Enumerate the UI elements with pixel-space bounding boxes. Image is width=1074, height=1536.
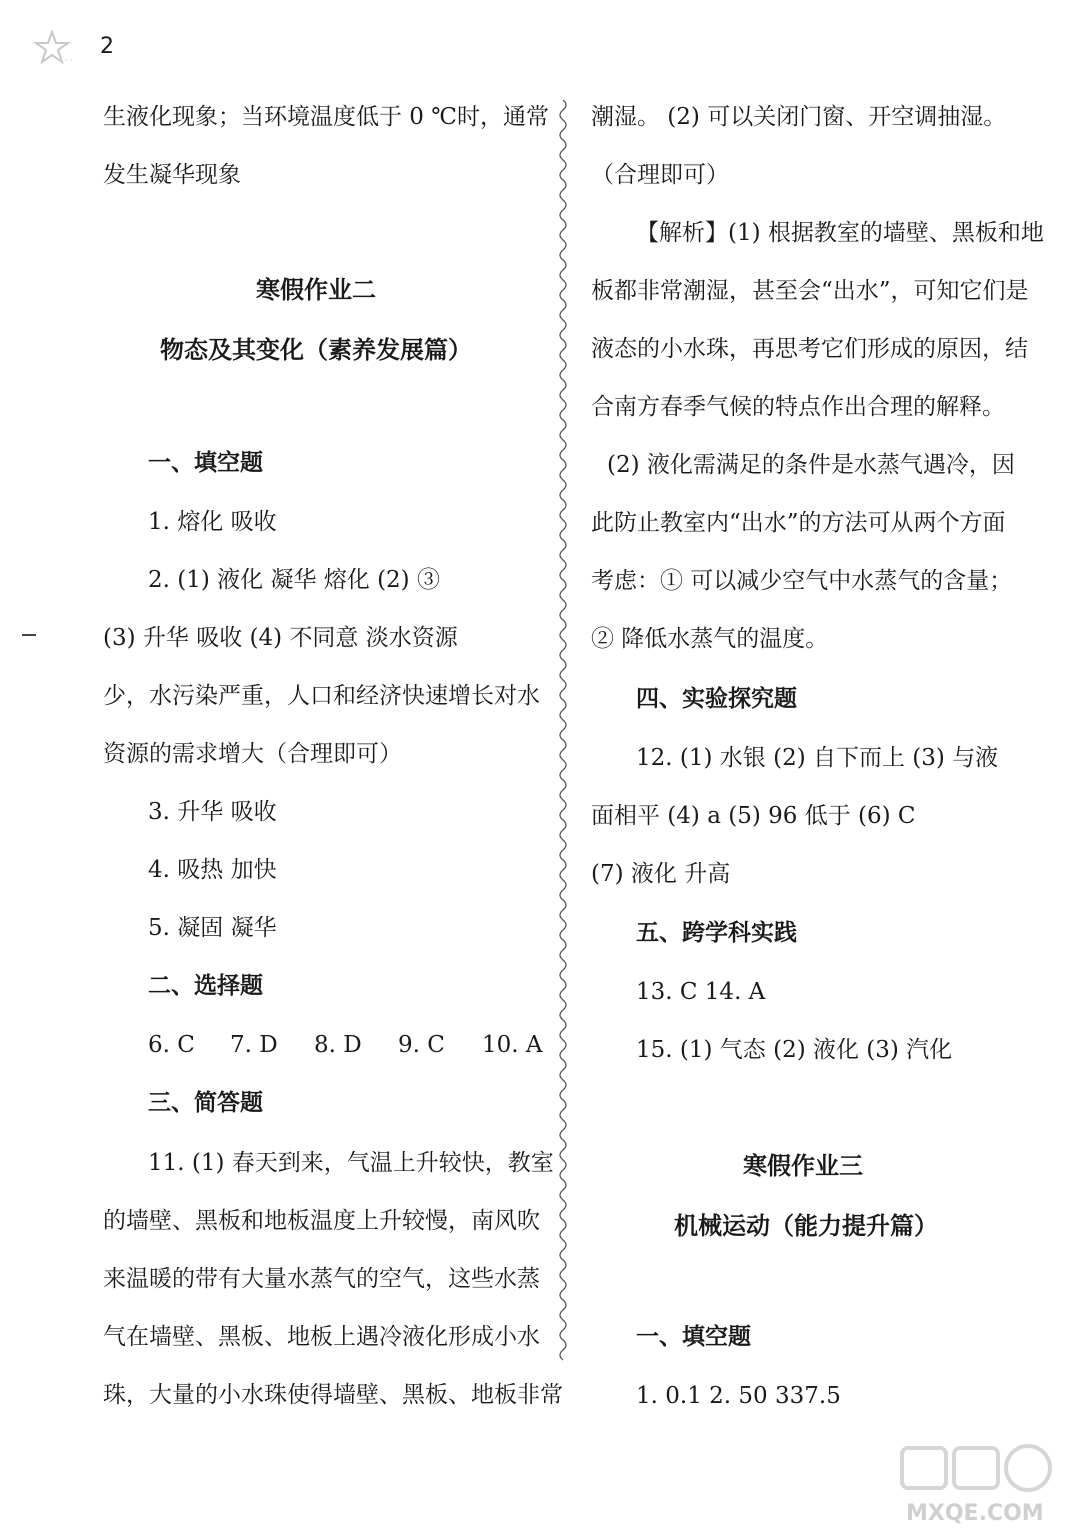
analysis-line: 板都非常潮湿，甚至会“出水”，可知它们是	[591, 278, 1029, 304]
answer-2-line: (3) 升华 吸收 (4) 不同意 淡水资源	[103, 625, 458, 651]
analysis-line: 此防止教室内“出水”的方法可从两个方面	[591, 510, 1006, 536]
text-line: 潮湿。 (2) 可以关闭门窗、开空调抽湿。	[591, 104, 1007, 130]
analysis-line: ② 降低水蒸气的温度。	[591, 626, 829, 652]
choice-answer: 6. C	[148, 1032, 195, 1058]
section-title: 寒假作业三	[743, 1152, 863, 1180]
answer-1-next: 1. 0.1 2. 50 337.5	[636, 1383, 841, 1409]
answer-5: 5. 凝固 凝华	[148, 915, 277, 941]
answer-11-line: 来温暖的带有大量水蒸气的空气，这些水蒸	[103, 1266, 540, 1292]
answer-2-line: 资源的需求增大（合理即可）	[103, 741, 402, 767]
answer-4: 4. 吸热 加快	[148, 857, 277, 883]
heading-fill-in: 一、填空题	[636, 1324, 751, 1350]
section-subtitle: 机械运动（能力提升篇）	[674, 1212, 938, 1240]
margin-mark	[22, 634, 36, 636]
analysis-line: 考虑：① 可以减少空气中水蒸气的含量；	[591, 568, 1013, 594]
heading-choice: 二、选择题	[148, 973, 263, 999]
watermark-url: MXQE.COM	[906, 1501, 1044, 1526]
analysis-line: 液态的小水珠，再思考它们形成的原因，结	[591, 336, 1028, 362]
analysis-line: (2) 液化需满足的条件是水蒸气遇冷，因	[607, 452, 1015, 478]
watermark-logo	[896, 1440, 1066, 1530]
analysis-line: 合南方春季气候的特点作出合理的解释。	[591, 394, 1005, 420]
answer-11-line: 11. (1) 春天到来，气温上升较快，教室	[148, 1150, 554, 1176]
choice-answer: 9. C	[398, 1032, 445, 1058]
star-logo-icon	[30, 30, 74, 66]
text-line: （合理即可）	[591, 162, 729, 188]
answer-11-line: 的墙壁、黑板和地板温度上升较慢，南风吹	[103, 1208, 540, 1234]
answer-1: 1. 熔化 吸收	[148, 509, 277, 535]
heading-short-answer: 三、简答题	[148, 1090, 263, 1116]
answer-2-line: 2. (1) 液化 凝华 熔化 (2) ③	[148, 567, 440, 593]
answer-11-line: 珠，大量的小水珠使得墙壁、黑板、地板非常	[103, 1382, 563, 1408]
section-title: 寒假作业二	[256, 276, 376, 304]
answer-12-line: 面相平 (4) a (5) 96 低于 (6) C	[591, 803, 916, 829]
answer-15: 15. (1) 气态 (2) 液化 (3) 汽化	[636, 1037, 953, 1063]
heading-interdisciplinary: 五、跨学科实践	[636, 920, 797, 946]
page-number: 2	[100, 34, 114, 59]
answer-2-line: 少，水污染严重，人口和经济快速增长对水	[103, 683, 540, 709]
text-line: 生液化现象；当环境温度低于 0 ℃时，通常	[103, 104, 549, 130]
section-subtitle: 物态及其变化（素养发展篇）	[160, 336, 472, 364]
choice-answer: 7. D	[230, 1032, 278, 1058]
column-divider	[553, 100, 573, 1420]
analysis-line: 【解析】(1) 根据教室的墙壁、黑板和地	[636, 220, 1044, 246]
answer-12-line: (7) 液化 升高	[591, 861, 731, 887]
text-line: 发生凝华现象	[103, 162, 241, 188]
heading-fill-in: 一、填空题	[148, 450, 263, 476]
answer-12-line: 12. (1) 水银 (2) 自下而上 (3) 与液	[636, 745, 999, 771]
answer-3: 3. 升华 吸收	[148, 799, 277, 825]
answer-11-line: 气在墙壁、黑板、地板上遇冷液化形成小水	[103, 1324, 540, 1350]
choice-answer: 10. A	[482, 1032, 543, 1058]
heading-experiment: 四、实验探究题	[636, 686, 797, 712]
answer-13-14: 13. C 14. A	[636, 979, 766, 1005]
choice-answer: 8. D	[314, 1032, 362, 1058]
